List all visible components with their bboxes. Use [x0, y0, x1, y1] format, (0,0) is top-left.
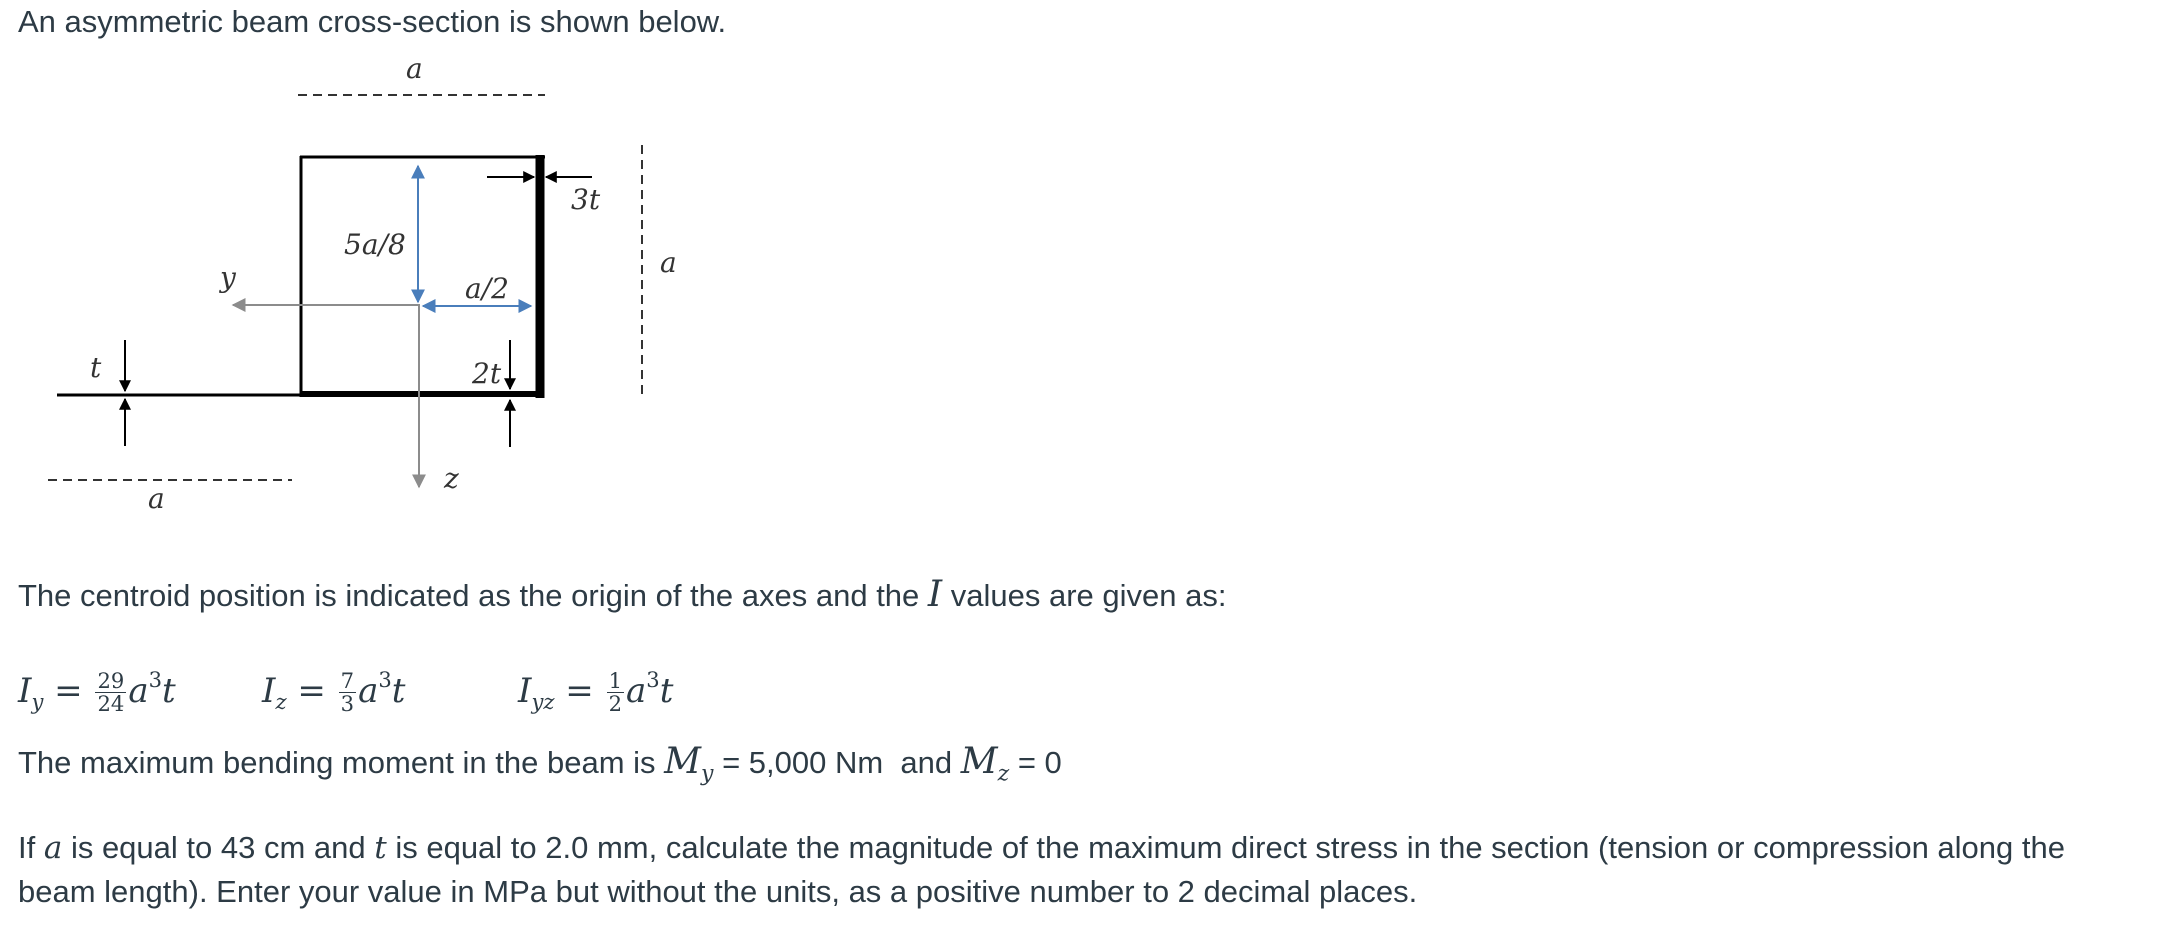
- question-part-2: is equal to 43 cm and: [62, 830, 375, 865]
- equation-iyz: $I_{yz}$ = $\frac{1}{2}$ $a^3t$: [518, 667, 674, 717]
- intro-text: An asymmetric beam cross-section is shown below.: [18, 4, 727, 39]
- question-t-symbol: t: [374, 830, 387, 866]
- mz-symbol: M: [960, 741, 998, 782]
- centroid-text-before: The centroid position is indicated as the origin of the axes and the: [18, 578, 928, 613]
- label-right-a: a: [660, 246, 677, 279]
- label-a2: a/2: [465, 272, 509, 305]
- question-text: [18, 826, 2143, 914]
- my-value: = 5,000 Nm and: [713, 745, 961, 780]
- question-part-1: If: [18, 830, 44, 865]
- label-t: t: [90, 351, 102, 384]
- question-part-3: is equal to 2.0 mm, calculate the magnitude of the maximum direct stress in the section (tension or compression along the beam length). Enter your value in MPa but without the units, as a positive number to 2 decimal places.: [18, 830, 2065, 909]
- mz-subscript: z: [997, 761, 1010, 787]
- equation-iy: $I_y$ = $\frac{29}{24}$ $a^3t$: [18, 667, 176, 717]
- label-top-a: a: [406, 52, 423, 85]
- mz-value: = 0: [1009, 745, 1062, 780]
- label-2t: 2t: [472, 357, 502, 390]
- question-a-symbol: a: [43, 830, 63, 866]
- label-5a8: 5a/8: [344, 228, 406, 261]
- centroid-text-after: values are given as:: [942, 578, 1227, 613]
- label-z-axis: z: [444, 462, 459, 495]
- my-subscript: y: [701, 761, 714, 787]
- label-y-axis: y: [220, 261, 236, 294]
- my-symbol: M: [664, 741, 702, 782]
- i-symbol: I: [927, 574, 943, 615]
- equation-iz: $I_z$ = $\frac{7}{3}$ $a^3t$: [262, 667, 406, 717]
- label-3t: 3t: [571, 183, 601, 216]
- beam-cross-section-diagram: [0, 50, 720, 530]
- moment-text: [18, 740, 1062, 797]
- moment-text-before: The maximum bending moment in the beam is: [18, 745, 665, 780]
- label-bottom-a: a: [148, 482, 165, 515]
- centroid-text: [18, 573, 1226, 618]
